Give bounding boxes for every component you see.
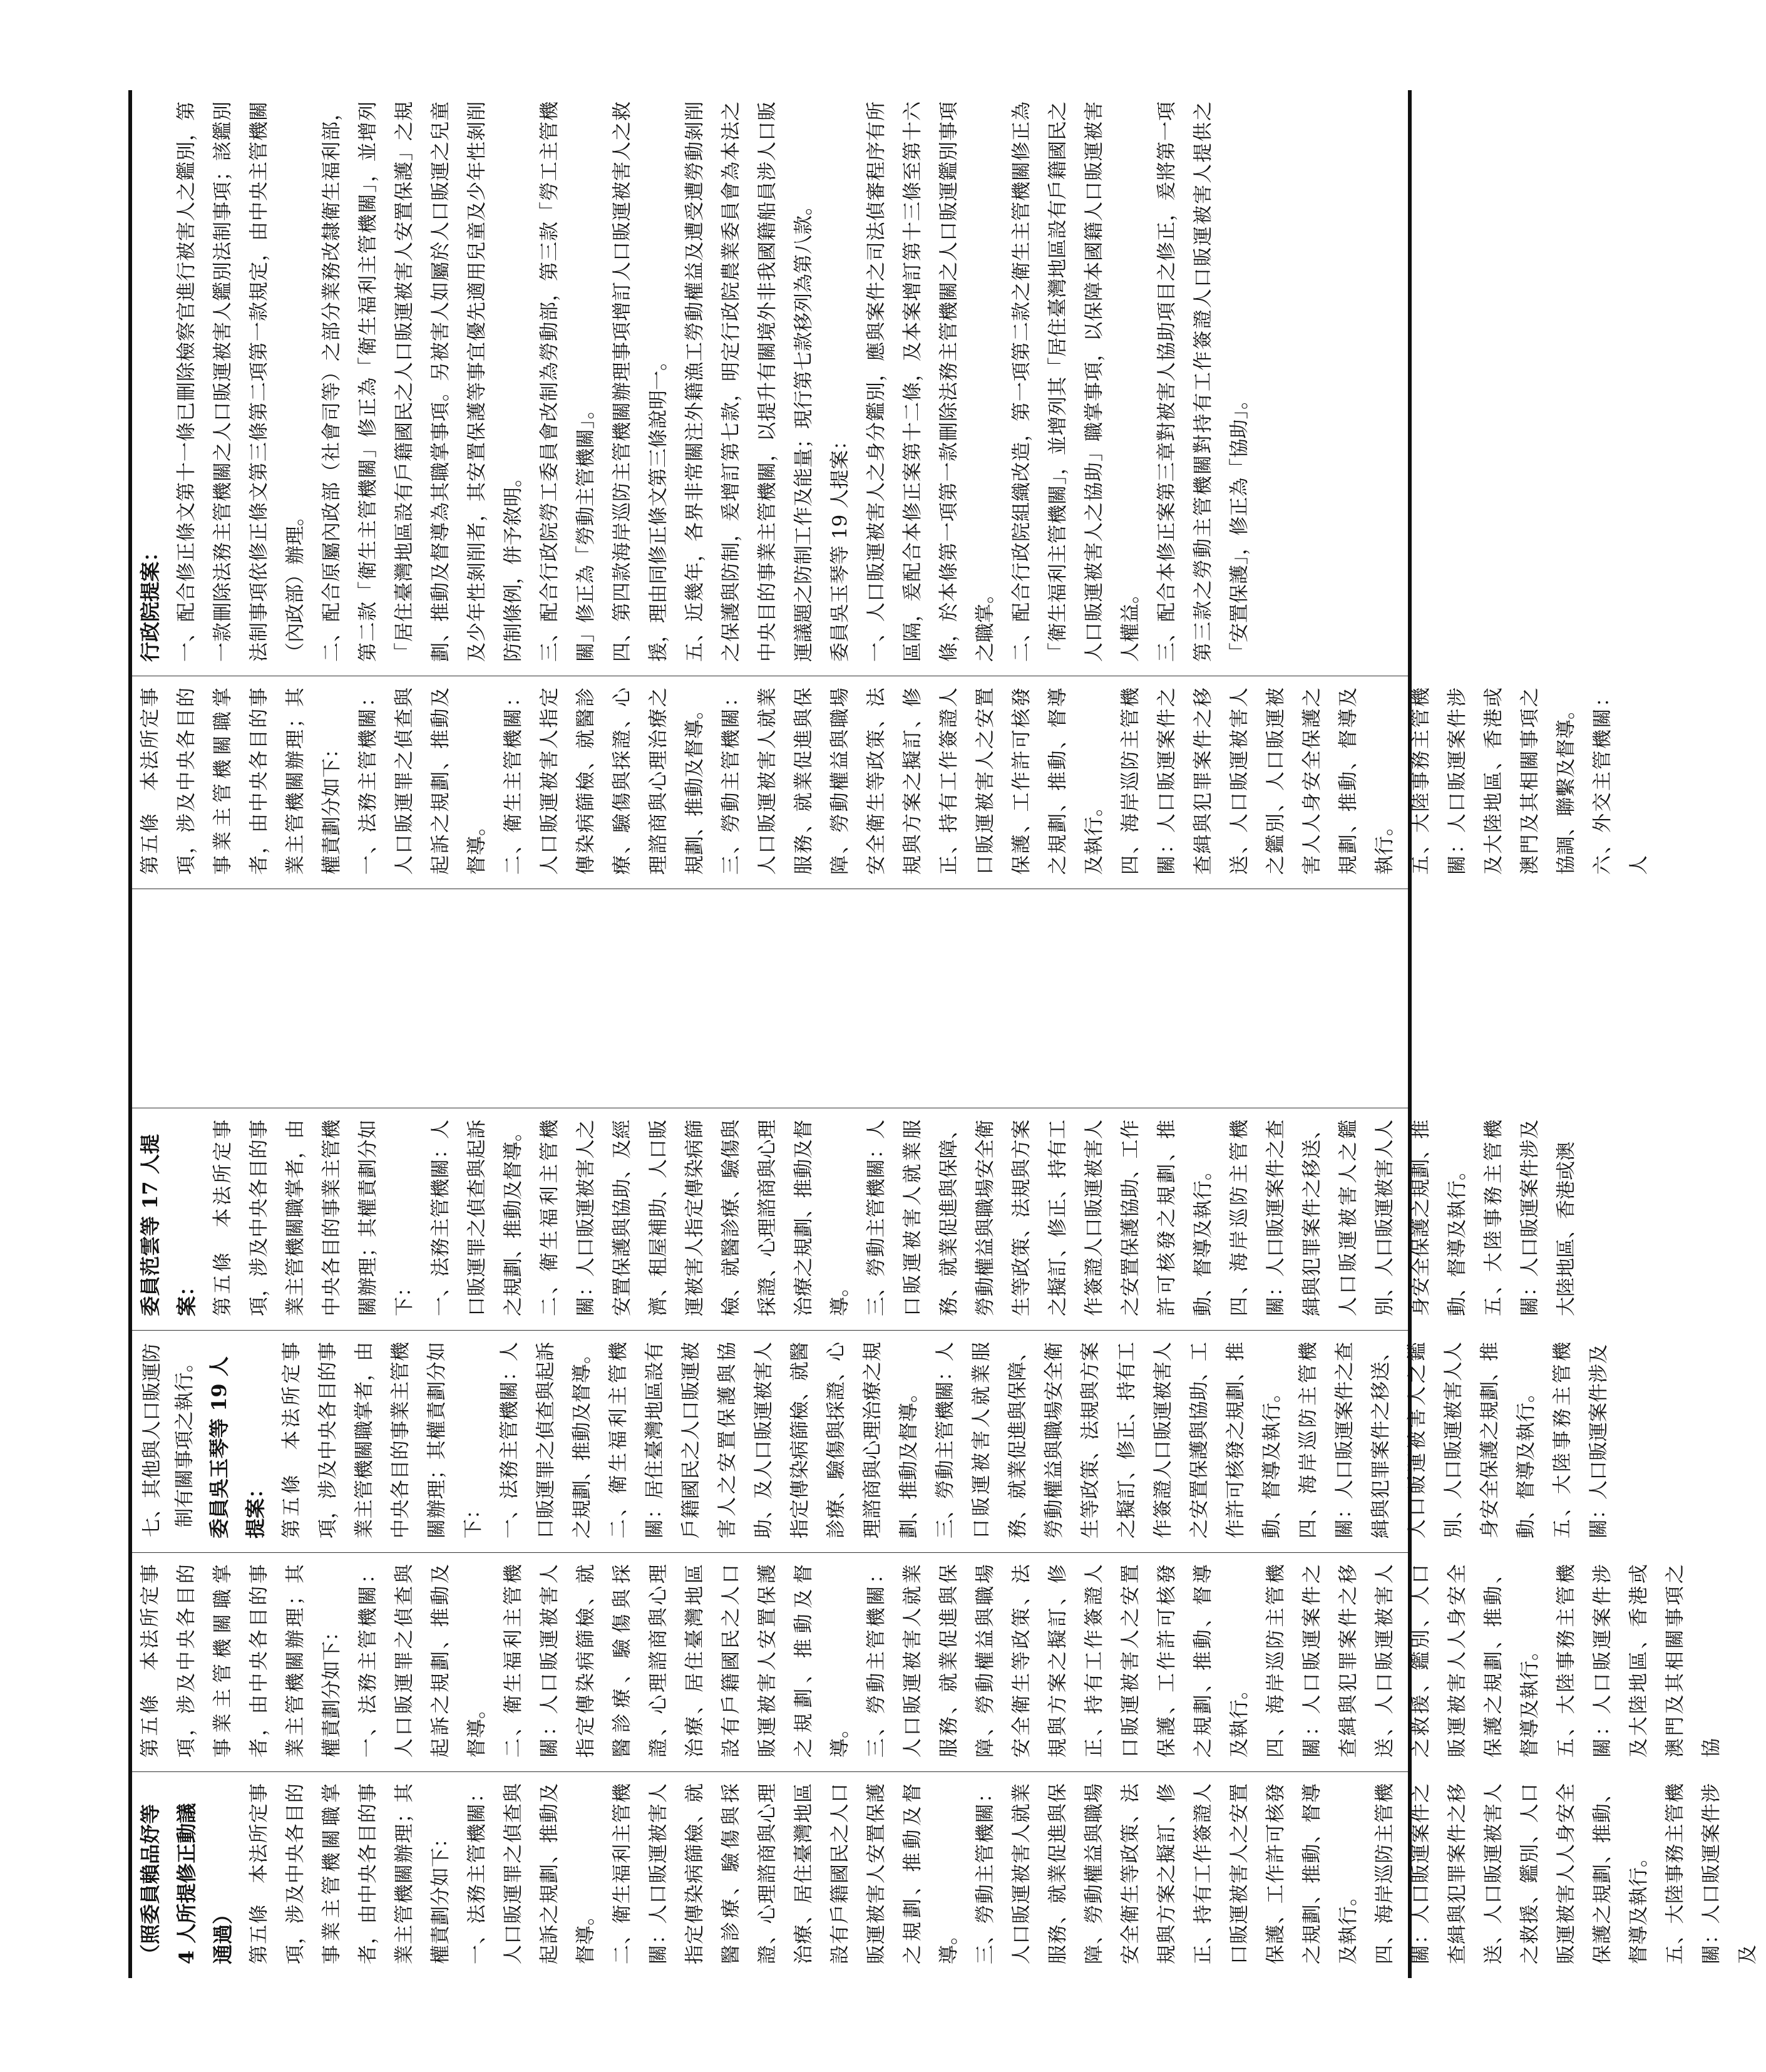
column-2-body: 第五條 本法所定事項，涉及中央各目的事業主管機關職掌者，由中央各目的事業主管機關辦理；其權責劃分如下： 一、法務主管機關：人口販運罪之偵查與起訴之規劃、推動及督導。 二、衛生福利主管機關：人口販運被害人指定傳染病篩檢、就醫診療、驗傷與採證、心理諮商與心理治療、居住臺灣地區設有戶籍國民之人口販運被害人安置保護之規劃、推動及督導。 三、勞動主管機關：人口販運被害人就業服務、就業促進與保障、勞動權益與職場安全衛生等政策、法規與方案之擬訂、修正、持有工作簽證人口販運被害人之安置保護、工作許可核發之規劃、推動、督導及執行。 四、海岸巡防主管機關：人口販運案件之查緝與犯罪案件之移送、人口販運被害人之救援、鑑別、人口販運被害人人身安全保護之規劃、推動、督導及執行。 五、大陸事務主管機關：人口販運案件涉及大陸地區、香港或澳門及其相關事項之協 xyxy=(139,1564,1723,1758)
column-3 xyxy=(132,1330,1610,1552)
column-7-header: 行政院提案： xyxy=(138,541,162,662)
column-1-header: （照委員賴品妤等 4 人所提修正動議通過） xyxy=(138,1803,235,1964)
column-4-subheader: 委員范雲等 17 人提案： xyxy=(138,1134,198,1316)
column-1-body: 第五條 本法所定事項，涉及中央各目的事業主管機關職掌者，由中央各目的事業主管機關辦理；其權責劃分如下： 一、法務主管機關：人口販運罪之偵查與起訴之規劃、推動及督導。 二、衛生福利主管機關：人口販運被害人指定傳染病篩檢、就醫診療、驗傷與採證、心理諮商與心理治療、居住臺灣地區設有戶籍國民之人口販運被害人安置保護之規劃、推動及督導。 三、勞動主管機關：人口販運被害人就業服務、就業促進與保障、勞動權益與職場安全衛生等政策、法規與方案之擬訂、修正、持有工作簽證人口販運被害人之安置保護、工作許可核發之規劃、推動、督導及執行。 四、海岸巡防主管機關：人口販運案件之查緝與犯罪案件之移送、人口販運被害人之救援、鑑別、人口販運被害人人身安全保護之規劃、推動、督導及執行。 五、大陸事務主管機關：人口販運案件涉及 xyxy=(248,1783,1759,1964)
column-6-body: 第五條 本法所定事項，涉及中央各目的事業主管機關職掌者，由中央各目的事業主管機關辦理；其權責劃分如下： 一、法務主管機關：人口販運罪之偵查與起訴之規劃、推動及督導。 二、衛生主管機關：人口販運被害人指定傳染病篩檢、就醫診療、驗傷與採證、心理諮商與心理治療之規劃、推動及督導。 三、勞動主管機關：人口販運被害人就業服務、就業促進與保障、勞動權益與職場安全衛生等政策、法規與方案之擬訂、修正、持有工作簽證人口販運被害人之安置保護、工作許可核發之規劃、推動、督導及執行。 四、海岸巡防主管機關：人口販運案件之查緝與犯罪案件之移送、人口販運被害人之鑑別、人口販運被害人人身安全保護之規劃、推動、督導及執行。 五、大陸事務主管機關：人口販運案件涉及大陸地區、香港或澳門及其相關事項之協調、聯繫及督導。 六、外交主管機關：人 xyxy=(139,688,1650,875)
column-5-empty xyxy=(132,889,1408,1108)
column-7-body: 一、配合修正條文第十一條已刪除檢察官進行被害人之鑑別，第一款刪除法務主管機關之人口販運被害人鑑別法制事項；該鑑別法制事項依修正條文第三條第二項第一款規定，由中央主管機關（內政部）辦理。 二、配合原屬內政部（社會司等）之部分業務改隸衛生福利部，第二款「衛生主管機關」修正為「衛生福利主管機關」，並增列「居住臺灣地區設有戶籍國民之人口販運被害人安置保護」之規劃、推動及督導為其職掌事項。另被害人如屬於人口販運之兒童及少年性剝削者，其安置保護等事宜優先適用兒童及少年性剝削防制條例，併予敘明。 三、配合行政院勞工委員會改制為勞動部，第三款「勞工主管機關」修正為「勞動主管機關」。 四、第四款海岸巡防主管機關辦理事項增訂人口販運被害人之救援，理由同修正條文第三條說明一。 五、近幾年，各界非常關注外籍漁工勞動權益及遭受遭勞動剝削之保護與防制，爰增訂第七款，明定行政院農業委員會為本法之中央目的事業主管機關，以提升有關境外非我國籍船員涉人口販運議題之防制工作及能量；現行第七款移列為第八款。 委員吳玉琴等 19 人提案： 一、人口販運被害人之身分鑑別，應與案件之司法偵審程序有所區隔，爰配合本修正案第十二條，及本案增訂第十三條至第十六條，於本條第一項第一款刪除法務主管機關之人口販運鑑別事項之職掌。 二、配合行政院組織改造，第一項第二款之衛生主管機關修正為「衛生福利主管機關」，並增列其「居住臺灣地區設有戶籍國民之人口販運被害人之協助」職掌事項，以保障本國籍人口販運被害人權益。 三、配合本修正案第三章對被害人協助項目之修正，爰將第一項第三款之勞動主管機關對持有工作簽證人口販運被害人提供之「安置保護」，修正為「協助」。 xyxy=(175,101,1251,662)
column-3-subheader: 委員吳玉琴等 19 人提案： xyxy=(207,1356,267,1539)
column-6 xyxy=(132,676,1650,889)
column-3-body: 第五條 本法所定事項，涉及中央各目的事業主管機關職掌者，由中央各目的事業主管機關辦理；其權責劃分如下： 一、法務主管機關：人口販運罪之偵查與起訴之規劃、推動及督導。 二、衛生福利主管機關：居住臺灣地區設有戶籍國民之人口販運被害人之安置保護與協助、及人口販運被害人指定傳染病篩檢、就醫診療、驗傷與採證、心理諮商與心理治療之規劃、推動及督導。 三、勞動主管機關：人口販運被害人就業服務、就業促進與保障、勞動權益與職場安全衛生等政策、法規與方案之擬訂、修正、持有工作簽證人口販運被害人之安置保護與協助、工作許可核發之規劃、推動、督導及執行。 四、海岸巡防主管機關：人口販運案件之查緝與犯罪案件之移送、人口販運被害人之鑑別、人口販運被害人人身安全保護之規劃、推動、督導及執行。 五、大陸事務主管機關：人口販運案件涉及 xyxy=(280,1342,1610,1539)
column-4 xyxy=(132,1108,1578,1330)
column-4-body: 第五條 本法所定事項，涉及中央各目的事業主管機關職掌者，由中央各目的事業主管機關辦理；其權責劃分如下： 一、法務主管機關：人口販運罪之偵查與起訴之規劃、推動及督導。 二、衛生福利主管機關：人口販運被害人之安置保護與協助、及經濟、租屋補助、人口販運被害人指定傳染病篩檢、就醫診療、驗傷與採證、心理諮商與心理治療之規劃、推動及督導。 三、勞動主管機關：人口販運被害人就業服務、就業促進與保障、勞動權益與職場安全衛生等政策、法規與方案之擬訂、修正、持有工作簽證人口販運被害人之安置保護協助、工作許可核發之規劃、推動、督導及執行。 四、海岸巡防主管機關：人口販運案件之查緝與犯罪案件之移送、人口販運被害人之鑑別、人口販運被害人人身安全保護之規劃、推動、督導及執行。 五、大陸事務主管機關：人口販運案件涉及大陸地區、香港或澳 xyxy=(212,1120,1578,1316)
column-7-explanation xyxy=(132,90,1408,676)
comparison-table xyxy=(128,90,1759,1978)
column-1 xyxy=(132,1771,1759,1978)
column-2 xyxy=(132,1552,1723,1771)
column-3-header: 七、其他與人口販運防制有關事項之執行。 xyxy=(141,1343,196,1537)
